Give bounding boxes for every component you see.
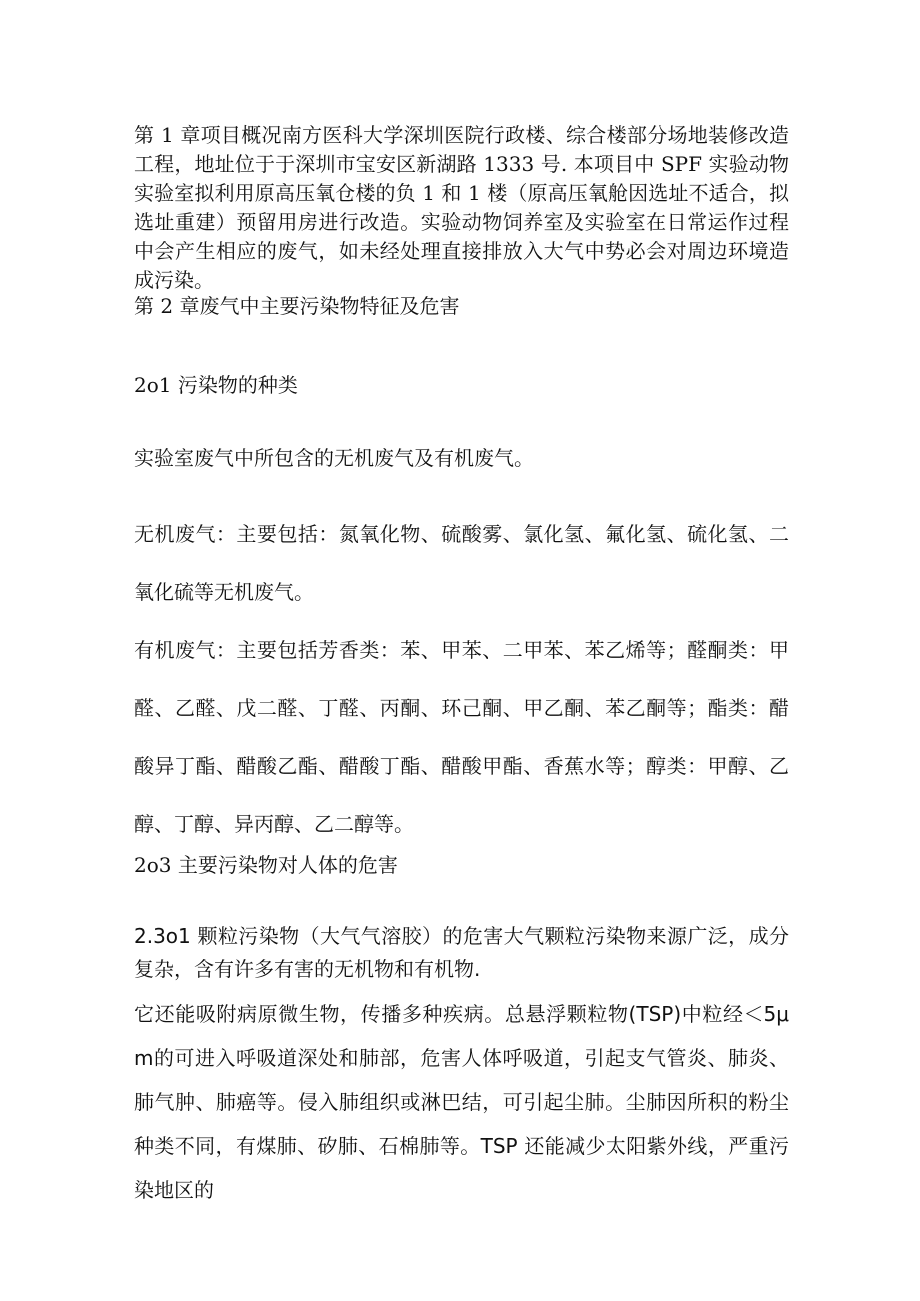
section-2-3o1-paragraph: 2.3o1 颗粒污染物（大气气溶胶）的危害大气颗粒污染物来源广泛，成分复杂，含有许多有害的无机物和有机物. <box>134 924 789 981</box>
section-2o1-heading: 2o1 污染物的种类 <box>134 373 298 397</box>
inorganic-exhaust-paragraph: 无机废气：主要包括：氮氧化物、硫酸雾、氯化氢、氟化氢、硫化氢、二氧化硫等无机废气。 <box>134 522 789 604</box>
tsp-paragraph: 它还能吸附病原微生物，传播多种疾病。总悬浮颗粒物(TSP)中粒经＜5μm的可进入呼吸道深处和肺部，危害人体呼吸道，引起支气管炎、肺炎、肺气肿、肺癌等。侵入肺组织或淋巴结，可引起尘肺。尘肺因所积的粉尘种类不同，有煤肺、矽肺、石棉肺等。TSP 还能减少太阳紫外线，严重污染地区的 <box>134 1002 789 1202</box>
organic-exhaust-paragraph: 有机废气：主要包括芳香类：苯、甲苯、二甲苯、苯乙烯等；醛酮类：甲醛、乙醛、戊二醛、丁醛、丙酮、环己酮、甲乙酮、苯乙酮等；酯类：醋酸异丁酯、醋酸乙酯、醋酸丁酯、醋酸甲酯、香蕉水等；醇类：甲醇、乙醇、丁醇、异丙醇、乙二醇等。 <box>134 638 789 836</box>
chapter-1-paragraph: 第 1 章项目概况南方医科大学深圳医院行政楼、综合楼部分场地装修改造工程，地址位于于深圳市宝安区新湖路 1333 号. 本项目中 SPF 实验动物实验室拟利用原高压氧仓楼的负 1 和 1 楼（原高压氧舱因选址不适合，拟选址重建）预留用房进行改造。实验动物饲养室及实验室在日常运作过程中会产生相应的废气，如未经处理直接排放入大气中势必会对周边环境造成污染。 <box>134 123 789 292</box>
chapter-2-heading: 第 2 章废气中主要污染物特征及危害 <box>134 294 460 318</box>
section-2o3-heading: 2o3 主要污染物对人体的危害 <box>134 853 398 877</box>
lab-exhaust-paragraph: 实验室废气中所包含的无机废气及有机废气。 <box>134 446 534 470</box>
